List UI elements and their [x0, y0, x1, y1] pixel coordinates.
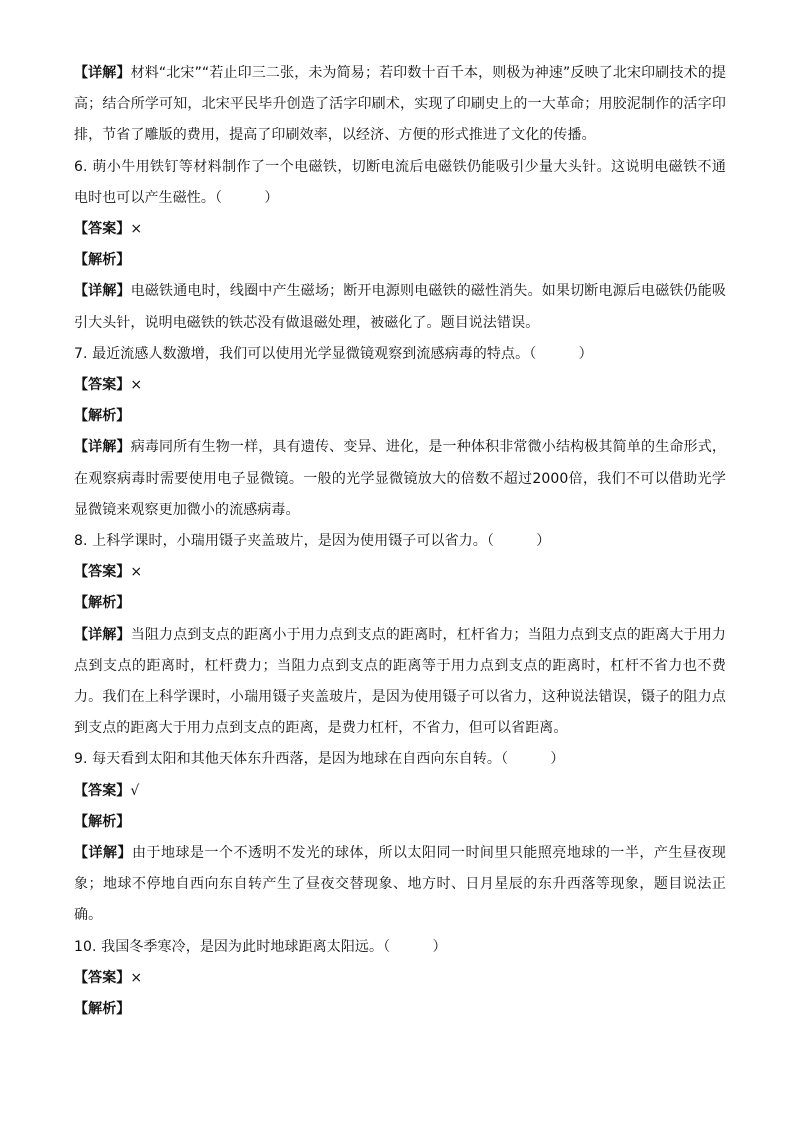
analysis-line: [74, 994, 726, 1025]
analysis-tag: 【解析】: [74, 1001, 131, 1018]
detail-text: 材料“北宋”“若止印三二张，未为简易；若印数十百千本，则极为神速”反映了北宋印刷技术的提高；结合所学可知，北宋平民毕升创造了活字印刷术，实现了印刷史上的一大革命；用胶泥制作的活字印排，节省了雕版的费用，提高了印刷效率，以经济、方便的形式推进了文化的传播。: [74, 65, 726, 144]
answer-mark: ×: [130, 969, 143, 986]
answer-mark: √: [130, 782, 140, 799]
detail-paragraph: [74, 276, 726, 338]
answer-tag: 【答案】: [74, 221, 131, 238]
answer-line: [74, 557, 726, 588]
question-9: 9. 每天看到太阳和其他天体东升西落，是因为地球在自西向东自转。（ ）: [74, 751, 565, 768]
answer-line: [74, 776, 726, 807]
answer-mark: ×: [130, 564, 143, 581]
detail-paragraph: [74, 58, 726, 152]
answer-tag: 【答案】: [74, 782, 131, 799]
analysis-line: [74, 807, 726, 838]
detail-paragraph: [74, 620, 726, 745]
answer-line: [74, 963, 726, 994]
answer-line: [74, 214, 726, 245]
detail-tag: 【详解】: [74, 845, 132, 862]
question-6: 6. 萌小牛用铁钉等材料制作了一个电磁铁，切断电流后电磁铁仍能吸引少量大头针。这说明电磁铁不通电时也可以产生磁性。（ ）: [74, 158, 726, 206]
detail-tag: 【详解】: [74, 439, 131, 456]
analysis-line: [74, 588, 726, 619]
detail-tag: 【详解】: [74, 283, 131, 300]
analysis-tag: 【解析】: [74, 595, 131, 612]
detail-paragraph: [74, 432, 726, 526]
answer-mark: ×: [130, 377, 143, 394]
question-7: 7. 最近流感人数激增，我们可以使用光学显微镜观察到流感病毒的特点。（ ）: [74, 345, 593, 362]
detail-text: 当阻力点到支点的距离小于用力点到支点的距离时，杠杆省力；当阻力点到支点的距离大于用力点到支点的距离时，杠杆费力；当阻力点到支点的距离等于用力点到支点的距离时，杠杆不省力也不费力。我们在上科学课时，小瑞用镊子夹盖玻片，是因为使用镊子可以省力，这种说法错误，镊子的阻力点到支点的距离大于用力点到支点的距离，是费力杠杆，不省力，但可以省距离。: [74, 626, 726, 737]
detail-text: 由于地球是一个不透明不发光的球体，所以太阳同一时间里只能照亮地球的一半，产生昼夜现象；地球不停地自西向东自转产生了昼夜交替现象、地方时、日月星辰的东升西落等现象，题目说法正确。: [74, 845, 726, 924]
detail-text: 病毒同所有生物一样，具有遗传、变异、进化，是一种体积非常微小结构极其简单的生命形式，在观察病毒时需要使用电子显微镜。一般的光学显微镜放大的倍数不超过2000倍，我们不可以借助光学显微镜来观察更加微小的流感病毒。: [74, 439, 726, 518]
answer-line: [74, 370, 726, 401]
analysis-line: [74, 245, 726, 276]
document-page: [74, 58, 726, 1025]
analysis-tag: 【解析】: [74, 813, 131, 830]
analysis-tag: 【解析】: [74, 252, 131, 269]
detail-tag: 【详解】: [74, 626, 131, 643]
answer-tag: 【答案】: [74, 377, 131, 394]
question-8: 8. 上科学课时，小瑞用镊子夹盖玻片，是因为使用镊子可以省力。（ ）: [74, 533, 551, 550]
analysis-line: [74, 401, 726, 432]
analysis-tag: 【解析】: [74, 408, 131, 425]
detail-text: 电磁铁通电时，线圈中产生磁场；断开电源则电磁铁的磁性消失。如果切断电源后电磁铁仍能吸引大头针，说明电磁铁的铁芯没有做退磁处理，被磁化了。题目说法错误。: [74, 283, 726, 331]
detail-paragraph: [74, 838, 726, 932]
detail-tag: 【详解】: [74, 65, 131, 81]
question-10: 10. 我国冬季寒冷，是因为此时地球距离太阳远。（ ）: [74, 938, 447, 955]
answer-tag: 【答案】: [74, 969, 131, 986]
answer-tag: 【答案】: [74, 564, 131, 581]
answer-mark: ×: [130, 221, 143, 238]
